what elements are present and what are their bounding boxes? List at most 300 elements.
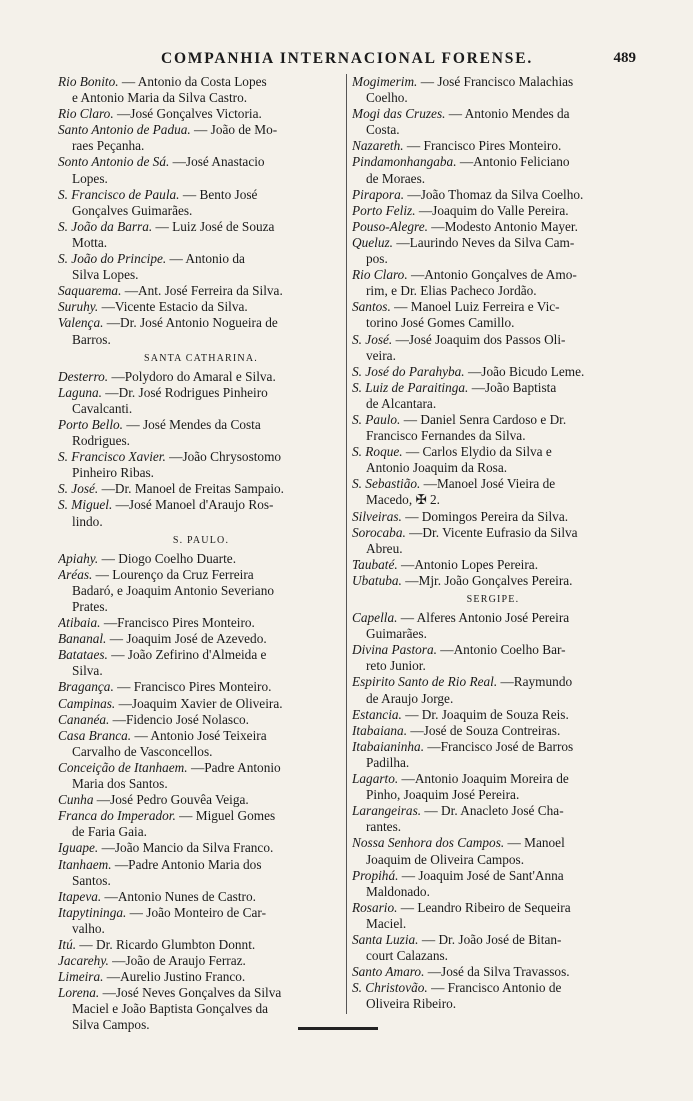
place-name: Santo Amaro. bbox=[352, 964, 428, 980]
entry-continuation: Carvalho de Vasconcellos. bbox=[72, 743, 213, 759]
place-name: Santo Antonio de Padua. bbox=[58, 122, 195, 138]
place-name: Pouso-Alegre. bbox=[352, 218, 432, 234]
directory-entry bbox=[58, 808, 344, 840]
entry-line bbox=[352, 476, 634, 492]
entry-continuation: Joaquim de Oliveira Campos. bbox=[366, 851, 525, 867]
place-name: Silveiras. bbox=[352, 508, 406, 524]
place-name: Pirapora. bbox=[352, 186, 408, 202]
entry-continuation: Silva. bbox=[72, 663, 103, 679]
entry-names: —Fidencio José Nolasco. bbox=[112, 711, 249, 727]
place-name: Apiahy. bbox=[58, 550, 102, 566]
place-name: Bragança. bbox=[58, 679, 118, 695]
directory-entry bbox=[352, 476, 634, 508]
entry-names: — Dr. Joaquim de Souza Reis. bbox=[405, 706, 569, 722]
entry-line bbox=[58, 219, 344, 235]
entry-continuation: torino José Gomes Camillo. bbox=[366, 315, 515, 331]
place-name: Sonto Antonio de Sá. bbox=[58, 154, 173, 170]
entry-line bbox=[352, 964, 634, 980]
entry-line bbox=[352, 299, 634, 315]
entry-line bbox=[352, 739, 634, 755]
directory-entry bbox=[352, 642, 634, 674]
entry-line bbox=[352, 74, 634, 90]
entry-continuation: de Alcantara. bbox=[366, 395, 437, 411]
entry-continuation: veira. bbox=[366, 347, 396, 363]
entry-names: —José Manoel d'Araujo Ros- bbox=[115, 497, 274, 513]
entry-line bbox=[352, 444, 634, 460]
entry-names: —João Bicudo Leme. bbox=[467, 363, 585, 379]
page-title: COMPANHIA INTERNACIONAL FORENSE. bbox=[160, 50, 534, 67]
place-name: Cunha bbox=[58, 792, 97, 808]
place-name: Santa Luzia. bbox=[352, 931, 422, 947]
entry-names: — Diogo Coelho Duarte. bbox=[101, 550, 237, 566]
directory-entry bbox=[352, 707, 634, 723]
entry-line bbox=[58, 615, 344, 631]
directory-entry bbox=[352, 723, 634, 739]
entry-line bbox=[352, 900, 634, 916]
entry-line bbox=[352, 267, 634, 283]
directory-entry bbox=[352, 138, 634, 154]
entry-line bbox=[58, 985, 344, 1001]
directory-entry bbox=[58, 647, 344, 679]
entry-names: — Antonio Mendes da bbox=[448, 106, 570, 122]
entry-line bbox=[58, 385, 344, 401]
entry-names: — Joaquim José de Sant'Anna bbox=[401, 867, 564, 883]
place-name: Espirito Santo de Rio Real. bbox=[352, 674, 501, 690]
place-name: Capella. bbox=[352, 610, 401, 626]
column-divider bbox=[346, 74, 347, 1014]
section-heading: SERGIPE. bbox=[466, 594, 520, 605]
entry-names: —Ant. José Ferreira da Silva. bbox=[124, 283, 283, 299]
directory-entry bbox=[58, 551, 344, 567]
entry-names: —Antonio Gonçalves de Amo- bbox=[410, 267, 577, 283]
entry-names: — João Monteiro de Car- bbox=[129, 904, 267, 920]
entry-names: —José Gonçalves Victoria. bbox=[116, 106, 262, 122]
page-number: 489 bbox=[613, 50, 636, 66]
directory-entry bbox=[58, 728, 344, 760]
entry-line bbox=[352, 154, 634, 170]
entry-names: —Francisco José de Barros bbox=[427, 738, 574, 754]
entry-line bbox=[58, 551, 344, 567]
entry-line bbox=[58, 74, 344, 90]
entry-names: — João Zefirino d'Almeida e bbox=[111, 647, 267, 663]
place-name: Porto Bello. bbox=[58, 416, 127, 432]
directory-entry bbox=[58, 481, 344, 497]
directory-entry bbox=[58, 315, 344, 347]
directory-entry bbox=[58, 385, 344, 417]
place-name: Lorena. bbox=[58, 985, 103, 1001]
entry-line bbox=[58, 369, 344, 385]
directory-entry bbox=[58, 679, 344, 695]
place-name: Rio Bonito. bbox=[58, 74, 122, 89]
entry-line bbox=[352, 707, 634, 723]
directory-entry bbox=[58, 219, 344, 251]
place-name: Saquarema. bbox=[58, 283, 125, 299]
entry-names: — Joaquim José de Azevedo. bbox=[109, 631, 267, 647]
section-heading: SANTA CATHARINA. bbox=[144, 352, 258, 364]
place-name: Ubatuba. bbox=[352, 572, 406, 588]
place-name: Casa Branca. bbox=[58, 727, 135, 743]
place-name: Suruhy. bbox=[58, 299, 102, 315]
place-name: Valença. bbox=[58, 315, 107, 331]
directory-entry bbox=[352, 267, 634, 299]
entry-names: — Francisco Antonio de bbox=[431, 980, 562, 996]
directory-entry bbox=[58, 953, 344, 969]
place-name: Franca do Imperador. bbox=[58, 808, 180, 824]
entry-line bbox=[58, 154, 344, 170]
entry-continuation: e Antonio Maria da Silva Castro. bbox=[72, 90, 248, 106]
directory-entry bbox=[58, 122, 344, 154]
place-name: S. Francisco Xavier. bbox=[58, 449, 170, 465]
entry-continuation: Pinheiro Ribas. bbox=[72, 465, 154, 481]
entry-names: —Laurindo Neves da Silva Cam- bbox=[396, 234, 575, 250]
entry-line bbox=[58, 679, 344, 695]
entry-line bbox=[58, 631, 344, 647]
entry-names: —Francisco Pires Monteiro. bbox=[103, 615, 255, 631]
entry-line bbox=[58, 792, 344, 808]
directory-entry bbox=[352, 380, 634, 412]
directory-entry bbox=[58, 497, 344, 529]
entry-names: —Aurelio Justino Franco. bbox=[106, 969, 246, 985]
entry-line bbox=[58, 251, 344, 267]
entry-line bbox=[58, 712, 344, 728]
entry-continuation: Abreu. bbox=[366, 540, 403, 556]
entry-continuation: Oliveira Ribeiro. bbox=[366, 996, 457, 1012]
entry-line bbox=[352, 573, 634, 589]
entry-line bbox=[58, 497, 344, 513]
directory-entry bbox=[352, 803, 634, 835]
entry-names: — Luiz José de Souza bbox=[155, 218, 275, 234]
entry-line bbox=[352, 235, 634, 251]
directory-entry bbox=[352, 868, 634, 900]
entry-continuation: rantes. bbox=[366, 819, 402, 835]
entry-line bbox=[58, 417, 344, 433]
entry-continuation: valho. bbox=[72, 920, 105, 936]
entry-names: — Manoel bbox=[507, 835, 565, 851]
entry-continuation: Maria dos Santos. bbox=[72, 776, 168, 792]
directory-entry bbox=[352, 573, 634, 589]
entry-names: — Leandro Ribeiro de Sequeira bbox=[400, 899, 571, 915]
place-name: Cananéa. bbox=[58, 711, 113, 727]
entry-continuation: rim, e Dr. Elias Pacheco Jordão. bbox=[366, 283, 537, 299]
entry-names: —Joaquim do Valle Pereira. bbox=[418, 202, 569, 218]
entry-continuation: Pinho, Joaquim José Pereira. bbox=[366, 787, 520, 803]
entry-names: —José de Souza Contreiras. bbox=[410, 722, 561, 738]
directory-entry bbox=[58, 154, 344, 186]
place-name: Porto Feliz. bbox=[352, 202, 419, 218]
entry-line bbox=[58, 969, 344, 985]
place-name: Aréas. bbox=[58, 566, 96, 582]
directory-entry bbox=[352, 964, 634, 980]
directory-entry bbox=[58, 840, 344, 856]
entry-continuation: Santos. bbox=[72, 872, 111, 888]
entry-names: —Padre Antonio bbox=[190, 759, 281, 775]
place-name: Rosario. bbox=[352, 899, 401, 915]
place-name: Bananal. bbox=[58, 631, 110, 647]
entry-names: —José da Silva Travassos. bbox=[427, 964, 570, 980]
right-column bbox=[352, 74, 634, 1012]
entry-names: —João Mancio da Silva Franco. bbox=[101, 840, 274, 856]
entry-continuation: de Araujo Jorge. bbox=[366, 690, 454, 706]
entry-names: —José Neves Gonçalves da Silva bbox=[102, 985, 282, 1001]
entry-continuation: Costa. bbox=[366, 122, 400, 138]
directory-entry bbox=[352, 739, 634, 771]
entry-names: — José Francisco Malachias bbox=[420, 74, 574, 89]
place-name: Nazareth. bbox=[352, 138, 407, 154]
entry-names: — Carlos Elydio da Silva e bbox=[405, 444, 552, 460]
entry-line bbox=[352, 932, 634, 948]
entry-names: —Mjr. João Gonçalves Pereira. bbox=[405, 572, 573, 588]
place-name: Divina Pastora. bbox=[352, 642, 441, 658]
directory-entry bbox=[352, 771, 634, 803]
entry-line bbox=[352, 138, 634, 154]
entry-names: —Modesto Antonio Mayer. bbox=[431, 218, 578, 234]
place-name: Rio Claro. bbox=[58, 106, 117, 122]
entry-names: — Daniel Senra Cardoso e Dr. bbox=[403, 411, 567, 427]
entry-continuation: Gonçalves Guimarães. bbox=[72, 202, 193, 218]
directory-entry bbox=[58, 251, 344, 283]
entry-continuation: Silva Campos. bbox=[72, 1017, 150, 1033]
entry-names: —José Joaquim dos Passos Oli- bbox=[395, 331, 566, 347]
entry-names: — Alferes Antonio José Pereira bbox=[400, 610, 570, 626]
directory-entry bbox=[352, 835, 634, 867]
directory-entry bbox=[58, 937, 344, 953]
entry-names: — Lourenço da Cruz Ferreira bbox=[95, 566, 254, 582]
place-name: Batataes. bbox=[58, 647, 112, 663]
entry-line bbox=[352, 203, 634, 219]
entry-names: —Dr. Vicente Eufrasio da Silva bbox=[409, 524, 578, 540]
directory-entry bbox=[58, 417, 344, 449]
entry-names: —João Thomaz da Silva Coelho. bbox=[407, 186, 584, 202]
left-column bbox=[58, 74, 344, 1034]
place-name: Santos. bbox=[352, 299, 395, 315]
entry-line bbox=[58, 449, 344, 465]
entry-continuation: Cavalcanti. bbox=[72, 400, 133, 416]
entry-names: —João de Araujo Ferraz. bbox=[112, 953, 246, 969]
entry-names: —Dr. Manoel de Freitas Sampaio. bbox=[101, 481, 285, 497]
place-name: Jacarehy. bbox=[58, 953, 113, 969]
directory-entry bbox=[58, 889, 344, 905]
place-name: Larangeiras. bbox=[352, 803, 425, 819]
entry-continuation: Barros. bbox=[72, 331, 111, 347]
entry-names: —Manoel José Vieira de bbox=[423, 476, 556, 492]
entry-names: — Miguel Gomes bbox=[179, 808, 276, 824]
directory-entry bbox=[58, 369, 344, 385]
place-name: Itabaiana. bbox=[352, 722, 411, 738]
entry-line bbox=[352, 835, 634, 851]
entry-line bbox=[58, 728, 344, 744]
place-name: S. Sebastião. bbox=[352, 476, 424, 492]
place-name: Propihá. bbox=[352, 867, 402, 883]
directory-entry bbox=[58, 449, 344, 481]
entry-line bbox=[58, 315, 344, 331]
place-name: Itapytininga. bbox=[58, 904, 130, 920]
entry-names: —João Chrysostomo bbox=[169, 449, 282, 465]
entry-names: — Dr. Anacleto José Cha- bbox=[424, 803, 564, 819]
entry-continuation: lindo. bbox=[72, 513, 103, 529]
entry-names: —Antonio Lopes Pereira. bbox=[401, 556, 539, 572]
entry-continuation: reto Junior. bbox=[366, 658, 426, 674]
directory-entry bbox=[58, 615, 344, 631]
entry-line bbox=[352, 610, 634, 626]
place-name: Itanhaem. bbox=[58, 856, 115, 872]
directory-entry bbox=[58, 74, 344, 106]
entry-line bbox=[58, 283, 344, 299]
directory-entry bbox=[352, 154, 634, 186]
place-name: Itú. bbox=[58, 936, 80, 952]
entry-line bbox=[58, 937, 344, 953]
entry-line bbox=[352, 509, 634, 525]
place-name: S. João da Barra. bbox=[58, 218, 156, 234]
section-heading: S. PAULO. bbox=[172, 534, 230, 546]
directory-entry bbox=[352, 900, 634, 932]
place-name: Limeira. bbox=[58, 969, 107, 985]
directory-entry bbox=[58, 792, 344, 808]
place-name: Pindamonhangaba. bbox=[352, 154, 460, 170]
place-name: Nossa Senhora dos Campos. bbox=[352, 835, 508, 851]
entry-line bbox=[352, 187, 634, 203]
entry-names: —Dr. José Antonio Nogueira de bbox=[106, 315, 278, 331]
entry-continuation: Motta. bbox=[72, 234, 108, 250]
directory-entry bbox=[352, 980, 634, 1012]
place-name: Conceição de Itanhaem. bbox=[58, 759, 191, 775]
entry-line bbox=[352, 106, 634, 122]
directory-entry bbox=[352, 332, 634, 364]
entry-line bbox=[58, 106, 344, 122]
entry-continuation: de Faria Gaia. bbox=[72, 824, 147, 840]
directory-entry bbox=[58, 299, 344, 315]
directory-entry bbox=[352, 525, 634, 557]
entry-continuation: Padilha. bbox=[366, 754, 410, 770]
entry-names: — Domingos Pereira da Silva. bbox=[405, 508, 569, 524]
entry-line bbox=[352, 380, 634, 396]
entry-names: — Antonio da bbox=[169, 251, 245, 267]
entry-names: —Joaquim Xavier de Oliveira. bbox=[118, 695, 283, 711]
entry-names: —Dr. José Rodrigues Pinheiro bbox=[105, 384, 268, 400]
entry-continuation: Prates. bbox=[72, 599, 108, 614]
directory-entry bbox=[352, 557, 634, 573]
place-name: S. José do Parahyba. bbox=[352, 363, 468, 379]
entry-names: —Vicente Estacio da Silva. bbox=[101, 299, 248, 315]
place-name: Mogimerim. bbox=[352, 74, 421, 89]
entry-line bbox=[352, 332, 634, 348]
entry-line bbox=[58, 905, 344, 921]
directory-entry bbox=[58, 760, 344, 792]
place-name: S. Luiz de Paraitinga. bbox=[352, 379, 472, 395]
directory-entry bbox=[352, 219, 634, 235]
place-name: Itapeva. bbox=[58, 888, 105, 904]
directory-entry bbox=[58, 969, 344, 985]
place-name: Itabaianinha. bbox=[352, 738, 428, 754]
place-name: S. Paulo. bbox=[352, 411, 404, 427]
place-name: Sorocaba. bbox=[352, 524, 410, 540]
directory-entry bbox=[58, 696, 344, 712]
entry-continuation: Badaró, e Joaquim Antonio Severiano bbox=[72, 582, 274, 598]
place-name: Mogi das Cruzes. bbox=[352, 106, 449, 122]
directory-entry bbox=[352, 203, 634, 219]
entry-names: — Manoel Luiz Ferreira e Vic- bbox=[394, 299, 560, 315]
directory-entry bbox=[352, 412, 634, 444]
entry-line bbox=[352, 980, 634, 996]
entry-names: — Francisco Pires Monteiro. bbox=[117, 679, 272, 695]
entry-line bbox=[58, 857, 344, 873]
directory-entry bbox=[352, 509, 634, 525]
entry-line bbox=[58, 187, 344, 203]
directory-entry bbox=[352, 299, 634, 331]
directory-entry bbox=[352, 364, 634, 380]
entry-continuation: de Moraes. bbox=[366, 170, 426, 186]
entry-names: —Antonio Joaquim Moreira de bbox=[401, 771, 569, 787]
place-name: S. Roque. bbox=[352, 444, 406, 460]
directory-entry bbox=[352, 610, 634, 642]
entry-line bbox=[352, 525, 634, 541]
directory-entry bbox=[58, 631, 344, 647]
entry-names: — José Mendes da Costa bbox=[126, 416, 261, 432]
directory-entry bbox=[352, 74, 634, 106]
entry-line bbox=[58, 647, 344, 663]
entry-continuation: Maciel e João Baptista Gonçalves da bbox=[72, 1001, 269, 1017]
directory-entry bbox=[352, 187, 634, 203]
entry-names: —José Pedro Gouvêa Veiga. bbox=[96, 792, 249, 808]
entry-names: —Polydoro do Amaral e Silva. bbox=[111, 368, 276, 384]
entry-continuation: Silva Lopes. bbox=[72, 267, 139, 283]
directory-entry bbox=[58, 905, 344, 937]
entry-continuation: Antonio Joaquim da Rosa. bbox=[366, 460, 508, 476]
place-name: S. João do Principe. bbox=[58, 251, 170, 267]
entry-line bbox=[58, 299, 344, 315]
place-name: S. Christovão. bbox=[352, 980, 432, 996]
entry-names: —José Anastacio bbox=[172, 154, 265, 170]
entry-line bbox=[58, 760, 344, 776]
entry-line bbox=[352, 803, 634, 819]
entry-continuation: Francisco Fernandes da Silva. bbox=[366, 428, 526, 444]
entry-names: —João Baptista bbox=[471, 379, 557, 395]
place-name: S. José. bbox=[352, 331, 396, 347]
entry-names: —Antonio Nunes de Castro. bbox=[104, 888, 256, 904]
entry-continuation: Coelho. bbox=[366, 90, 408, 106]
entry-line bbox=[352, 771, 634, 787]
entry-line bbox=[58, 567, 344, 583]
entry-names: — Bento José bbox=[182, 186, 258, 202]
entry-names: —Padre Antonio Maria dos bbox=[114, 856, 262, 872]
place-name: Iguape. bbox=[58, 840, 102, 856]
place-name: Taubaté. bbox=[352, 556, 402, 572]
directory-entry bbox=[58, 106, 344, 122]
entry-continuation: Lopes. bbox=[72, 170, 108, 186]
place-name: Rio Claro. bbox=[352, 267, 411, 283]
entry-continuation: Guimarães. bbox=[366, 626, 427, 642]
entry-line bbox=[58, 481, 344, 497]
place-name: Estancia. bbox=[352, 706, 406, 722]
place-name: S. José. bbox=[58, 481, 102, 497]
directory-entry bbox=[58, 283, 344, 299]
entry-continuation: raes Peçanha. bbox=[72, 138, 145, 154]
place-name: S. Francisco de Paula. bbox=[58, 186, 183, 202]
place-name: Laguna. bbox=[58, 384, 106, 400]
entry-continuation: Rodrigues. bbox=[72, 433, 130, 449]
entry-line bbox=[58, 696, 344, 712]
entry-line bbox=[352, 674, 634, 690]
entry-line bbox=[58, 953, 344, 969]
entry-continuation: Maciel. bbox=[366, 915, 407, 931]
entry-line bbox=[352, 642, 634, 658]
place-name: Lagarto. bbox=[352, 771, 402, 787]
entry-line bbox=[58, 122, 344, 138]
place-name: Desterro. bbox=[58, 368, 112, 384]
directory-entry bbox=[352, 932, 634, 964]
entry-names: — Francisco Pires Monteiro. bbox=[406, 138, 562, 154]
page-header bbox=[58, 50, 636, 72]
entry-names: —Antonio Coelho Bar- bbox=[440, 642, 566, 658]
